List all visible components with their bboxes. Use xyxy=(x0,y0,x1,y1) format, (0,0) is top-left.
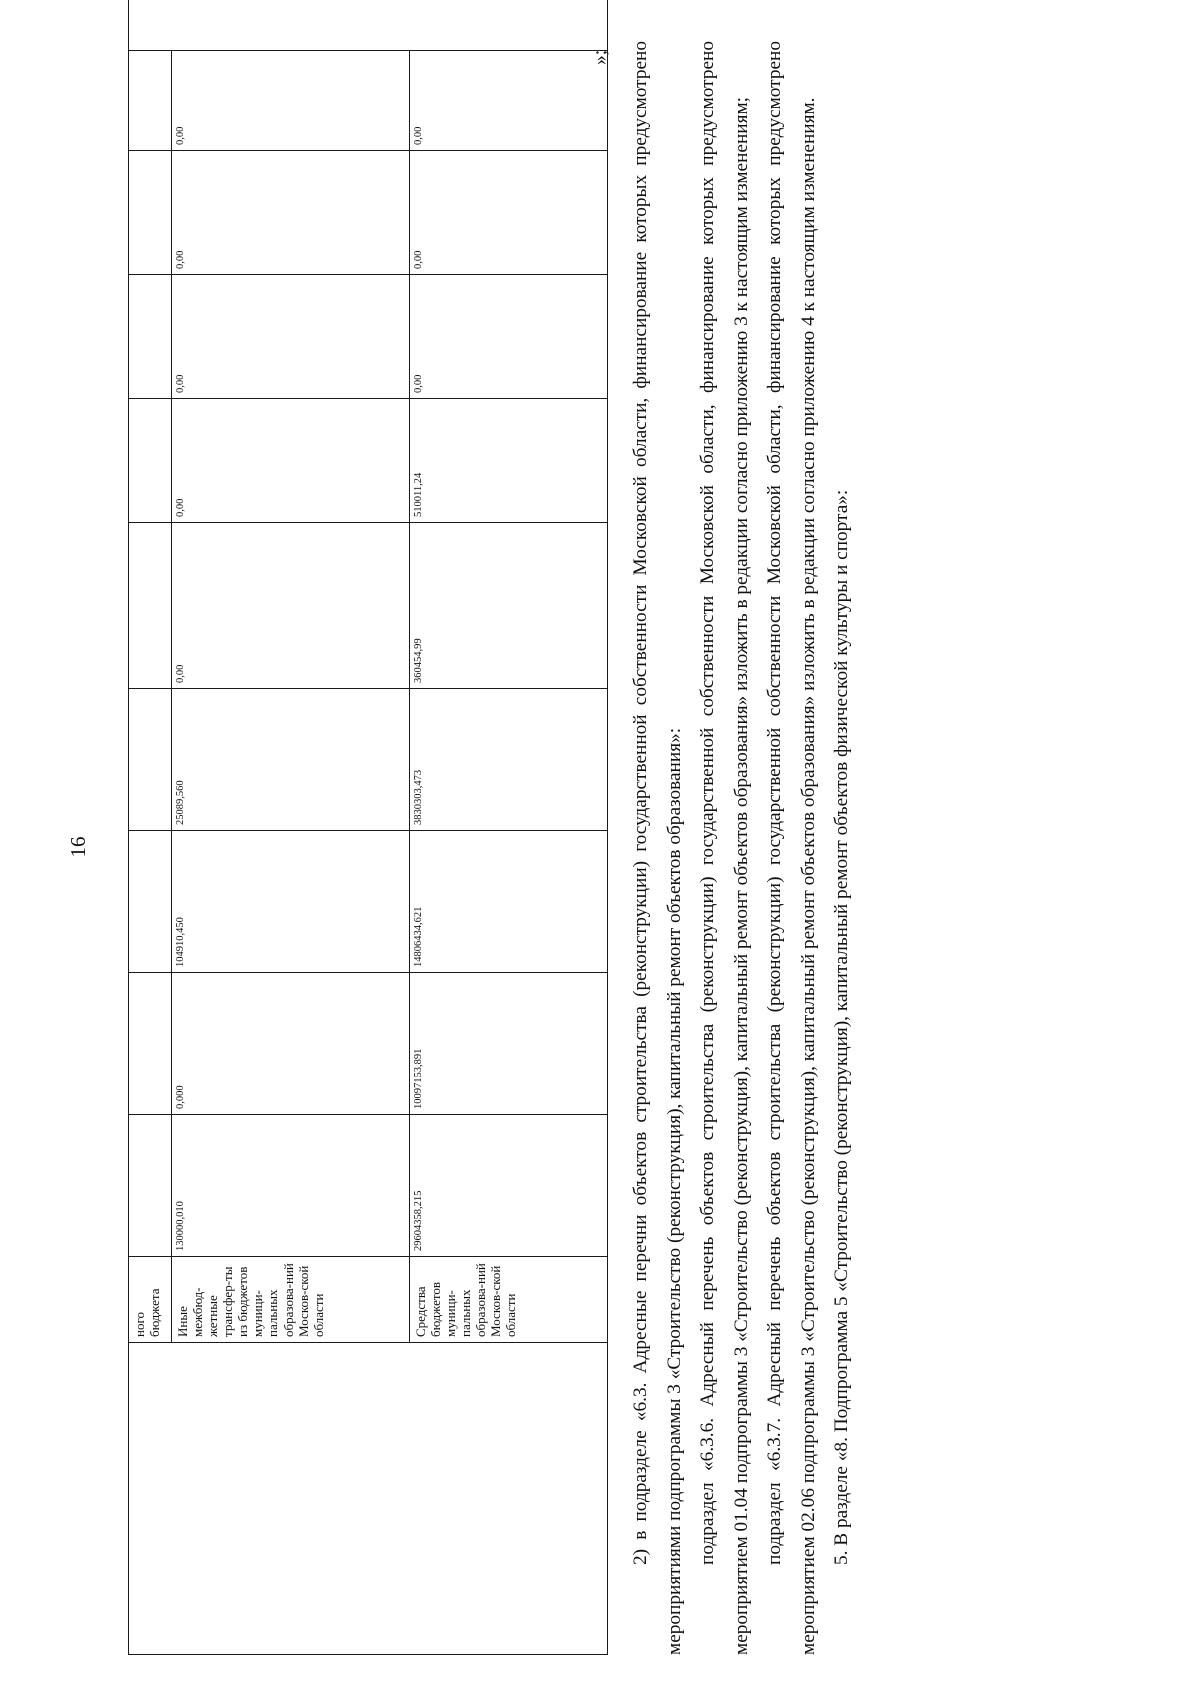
paragraph: 5. В разделе «8. Подпрограмма 5 «Строительство (реконструкция), капитальный ремонт объектов физической культуры и спорта»: xyxy=(831,489,852,1565)
table-cell-value: 0,00 xyxy=(410,275,608,399)
table-cell-value: 3830303,473 xyxy=(410,689,608,831)
table-cell-value: 104910,450 xyxy=(172,831,410,973)
table-cell-value: 25089,560 xyxy=(172,689,410,831)
page-number: 16 xyxy=(66,836,90,858)
budget-table xyxy=(128,0,608,1655)
table-cell-value: 0,00 xyxy=(410,51,608,151)
table-cell-blank xyxy=(129,1343,608,1655)
body-text xyxy=(624,41,859,1655)
closing-quote: »; xyxy=(590,49,611,65)
table-cell-value: 0,00 xyxy=(172,399,410,523)
table-cell-value: 130000,010 xyxy=(172,1115,410,1257)
table-cell-source: Иные межбюд-жетные трансфер-ты из бюджетов муници-пальных образова-ний Москов-ской области xyxy=(172,1257,410,1343)
table-cell-value: 0,000 xyxy=(172,973,410,1115)
table-cell-value: 360454,99 xyxy=(410,523,608,689)
table-cell-value: 14806434,621 xyxy=(410,831,608,973)
paragraph: подраздел «6.3.7. Адресный перечень объектов строительства (реконструкции) государственной собственности Московской области, финансирование которых предусмотрено мероприятием 02.06 подпрограммы 3 «Строительство (реконструкция), капитальный ремонт объектов образования» изложить в редакции согласно приложению 4 к настоящим изменениям. xyxy=(764,41,819,1655)
table-row-continued xyxy=(129,0,172,1655)
table-cell-source: ного бюджета xyxy=(129,1257,172,1343)
table-cell-value: 510011,24 xyxy=(410,399,608,523)
table-cell-value: 0,00 xyxy=(410,151,608,275)
paragraph: 2) в подразделе «6.3. Адресные перечни объектов строительства (реконструкции) государственной собственности Московской области, финансирование которых предусмотрено мероприятиями подпрограммы 3 «Строительство (реконструкция), капитальный ремонт объектов образования»: xyxy=(630,41,685,1655)
paragraph: подраздел «6.3.6. Адресный перечень объектов строительства (реконструкции) государственной собственности Московской области, финансирование которых предусмотрено мероприятием 01.04 подпрограммы 3 «Строительство (реконструкция), капитальный ремонт объектов образования» изложить в редакции согласно приложению 3 к настоящим изменениям; xyxy=(697,41,752,1655)
table-cell-source: Средства бюджетов муници-пальных образова-ний Москов-ской области xyxy=(410,1257,608,1343)
table-cell-value: 0,00 xyxy=(172,523,410,689)
table-cell-value: 0,00 xyxy=(172,151,410,275)
table-cell-value: 29604358,215 xyxy=(410,1115,608,1257)
table-cell-value: 10097153,891 xyxy=(410,973,608,1115)
table-cell-value: 0,00 xyxy=(172,51,410,151)
table-cell-value: 0,00 xyxy=(172,275,410,399)
table-cell-blank xyxy=(129,0,608,51)
